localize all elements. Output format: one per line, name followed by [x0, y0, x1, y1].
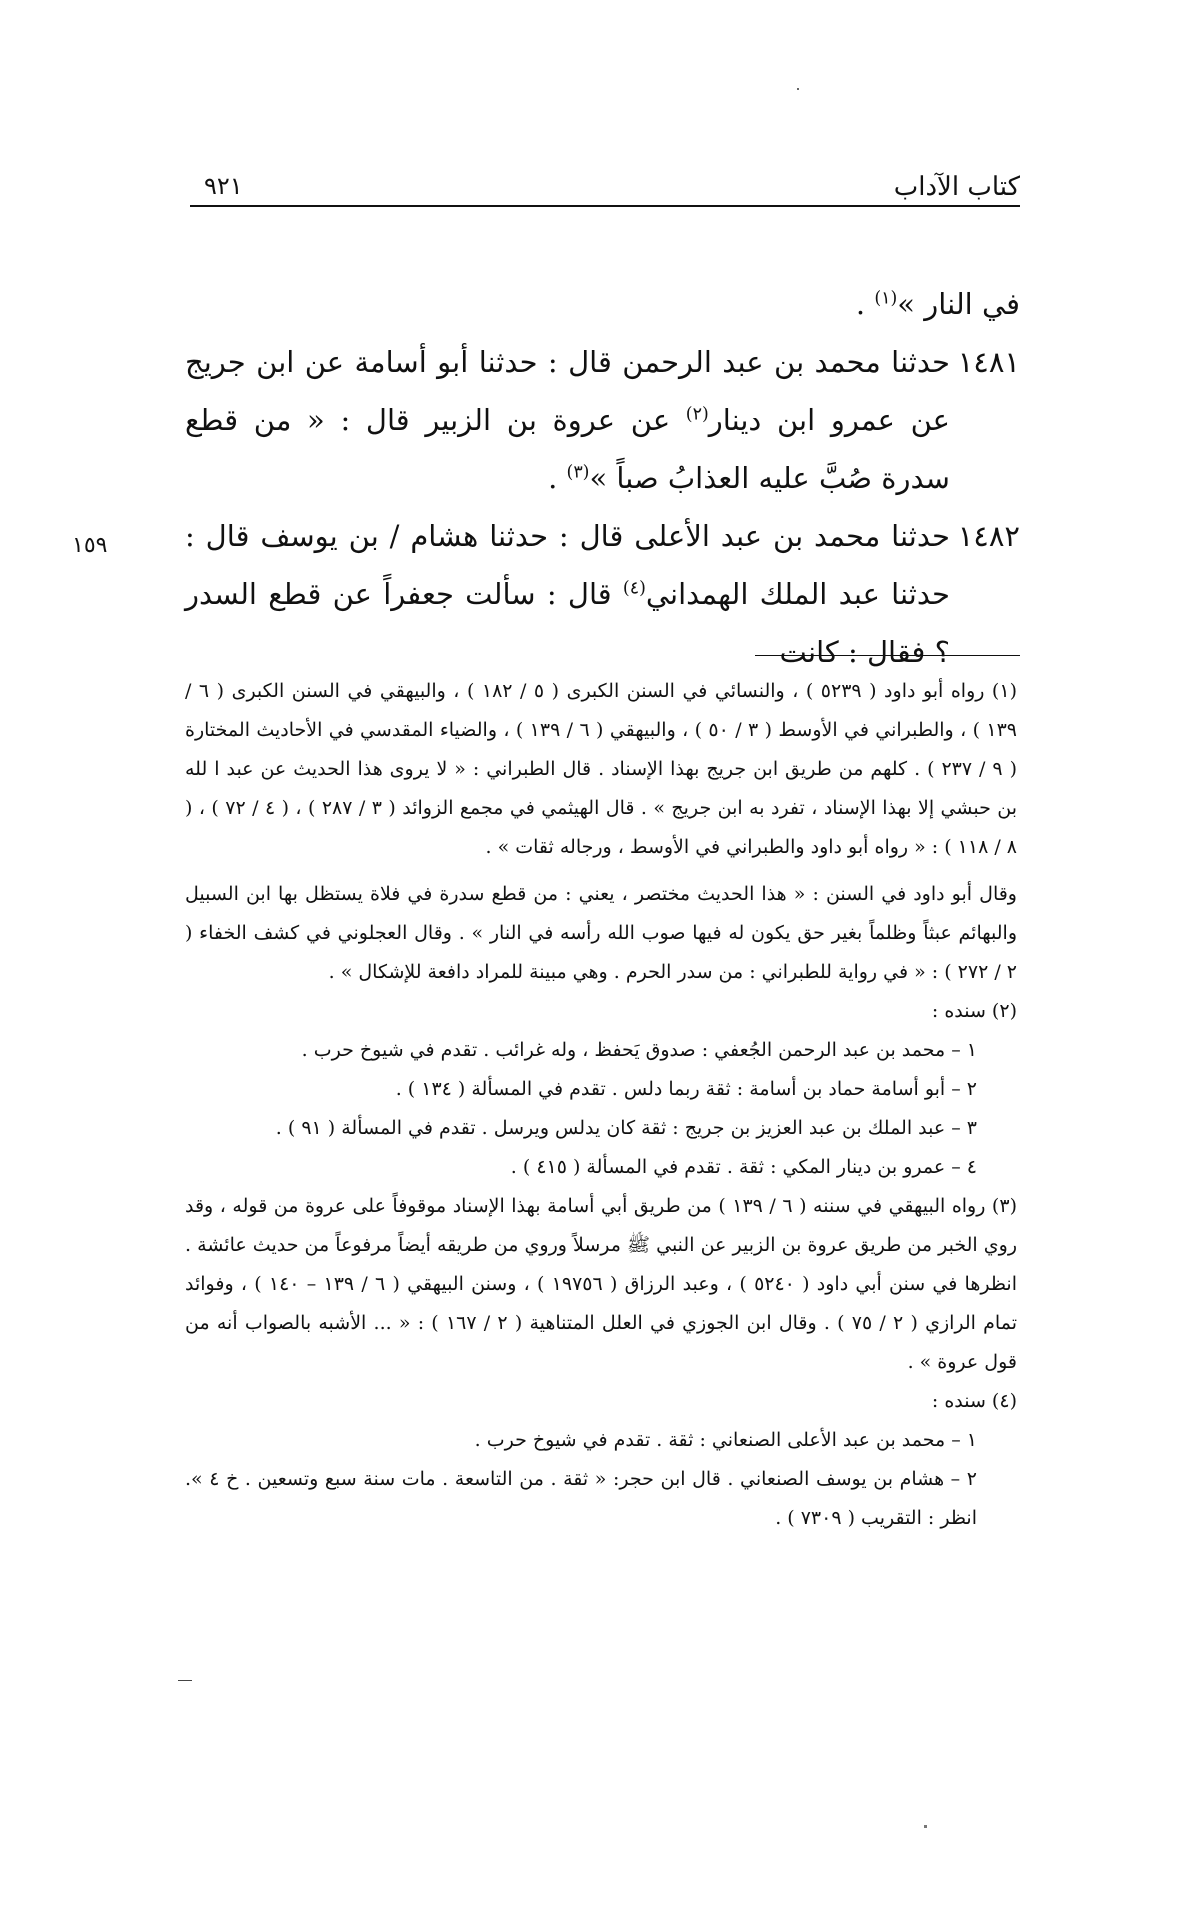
footnote-ref: (٤)	[622, 578, 646, 599]
footnote-ref: (٢)	[685, 404, 709, 425]
end-mark	[178, 1680, 192, 1681]
footnote-ref: (١)	[874, 288, 898, 309]
main-text	[185, 275, 1020, 681]
hadith-1481: ١٤٨١ حدثنا محمد بن عبد الرحمن قال : حدثنا أبو أسامة عن ابن جريج عن عمرو ابن دينار$^{(٢)}$ عن عروة بن الزبير قال : « من قطع سدرة صُبَّ عليه العذابُ صباً »$^{(٣)}$ .	[185, 333, 1020, 507]
continuation-line: في النار »$^{(١)}$ .	[855, 287, 1020, 321]
footnote-4-heading: (٤) سنده :	[931, 1390, 1017, 1412]
hadith-number: ١٤٨١	[957, 345, 1020, 379]
speck	[797, 88, 799, 90]
narrator-item: ١ – محمد بن عبد الرحمن الجُعفي : صدوق يَحفظ ، وله غرائب . تقدم في شيوخ حرب .	[301, 1039, 977, 1061]
narrator-item: ٢ – هشام بن يوسف الصنعاني . قال ابن حجر: « ثقة . من التاسعة . مات سنة سبع وتسعين . خ ٤ ». انظر : التقريب ( ٧٣٠٩ ) .	[185, 1468, 977, 1529]
hadith-1482: ١٤٨٢ حدثنا محمد بن عبد الأعلى قال : حدثنا هشام / بن يوسف قال : حدثنا عبد الملك الهمداني$^{(٤)}$ قال : سألت جعفراً عن قطع السدر ؟ فقال : كانت	[185, 507, 1020, 681]
header-rule	[190, 205, 1020, 207]
footnote-ref: (٣)	[566, 462, 590, 483]
narrator-item: ٣ – عبد الملك بن عبد العزيز بن جريج : ثقة كان يدلس ويرسل . تقدم في المسألة ( ٩١ ) .	[275, 1117, 977, 1139]
hadith-number: ١٤٨٢	[957, 519, 1020, 553]
narrator-item: ٢ – أبو أسامة حماد بن أسامة : ثقة ربما دلس . تقدم في المسألة ( ١٣٤ ) .	[395, 1078, 977, 1100]
narrator-item: ١ – محمد بن عبد الأعلى الصنعاني : ثقة . تقدم في شيوخ حرب .	[474, 1429, 977, 1451]
speck	[924, 1825, 927, 1828]
running-header	[190, 172, 1020, 204]
chapter-title: كتاب الآداب	[893, 172, 1020, 202]
narrator-item: ٤ – عمرو بن دينار المكي : ثقة . تقدم في المسألة ( ٤١٥ ) .	[510, 1156, 977, 1178]
page-number: ٩٢١	[204, 172, 243, 200]
footnote-2-heading: (٢) سنده :	[931, 1000, 1017, 1022]
footnote-1: (١) رواه أبو داود ( ٥٢٣٩ ) ، والنسائي في السنن الكبرى ( ٥ / ١٨٢ ) ، والبيهقي في السنن الكبرى ( ٦ / ١٣٩ ) ، والطبراني في الأوسط ( ٣ / ٥٠ ) ، والبيهقي ( ٦ / ١٣٩ ) ، والضياء المقدسي في الأحاديث المختارة ( ٩ / ٢٣٧ ) . كلهم من طريق ابن جريج بهذا الإسناد . قال الطبراني : « لا يروى هذا الحديث عن عبد ا لله بن حبشي إلا بهذا الإسناد ، تفرد به ابن جريج » . قال الهيثمي في مجمع الزوائد ( ٣ / ٢٨٧ ) ، ( ٤ / ٧٢ ) ، ( ٨ / ١١٨ ) : « رواه أبو داود والطبراني في الأوسط ، ورجاله ثقات » .	[185, 680, 1018, 858]
footnote-1-continued: وقال أبو داود في السنن : « هذا الحديث مختصر ، يعني : من قطع سدرة في فلاة يستظل بها ابن السبيل والبهائم عبثاً وظلماً بغير حق يكون له فيها صوب الله رأسه في النار » . وقال العجلوني في كشف الخفاء ( ٢ / ٢٧٢ ) : « في رواية للطبراني : من سدر الحرم . وهي مبينة للمراد دافعة للإشكال » .	[185, 883, 1017, 983]
footnote-separator	[755, 655, 1020, 656]
footnote-3: (٣) رواه البيهقي في سننه ( ٦ / ١٣٩ ) من طريق أبي أسامة بهذا الإسناد موقوفاً على عروة من قوله ، وقد روي الخبر من طريق عروة بن الزبير عن النبي ﷺ مرسلاً وروي من طريقه أيضاً مرفوعاً من حديث عائشة . انظرها في سنن أبي داود ( ٥٢٤٠ ) ، وعبد الرزاق ( ١٩٧٥٦ ) ، وسنن البيهقي ( ٦ / ١٣٩ – ١٤٠ ) ، وفوائد تمام الرازي ( ٢ / ٧٥ ) . وقال ابن الجوزي في العلل المتناهية ( ٢ / ١٦٧ ) : « ... الأشبه بالصواب أنه من قول عروة » .	[185, 1195, 1017, 1373]
margin-page-reference: ١٥٩	[72, 533, 108, 558]
footnotes	[185, 672, 1017, 1538]
